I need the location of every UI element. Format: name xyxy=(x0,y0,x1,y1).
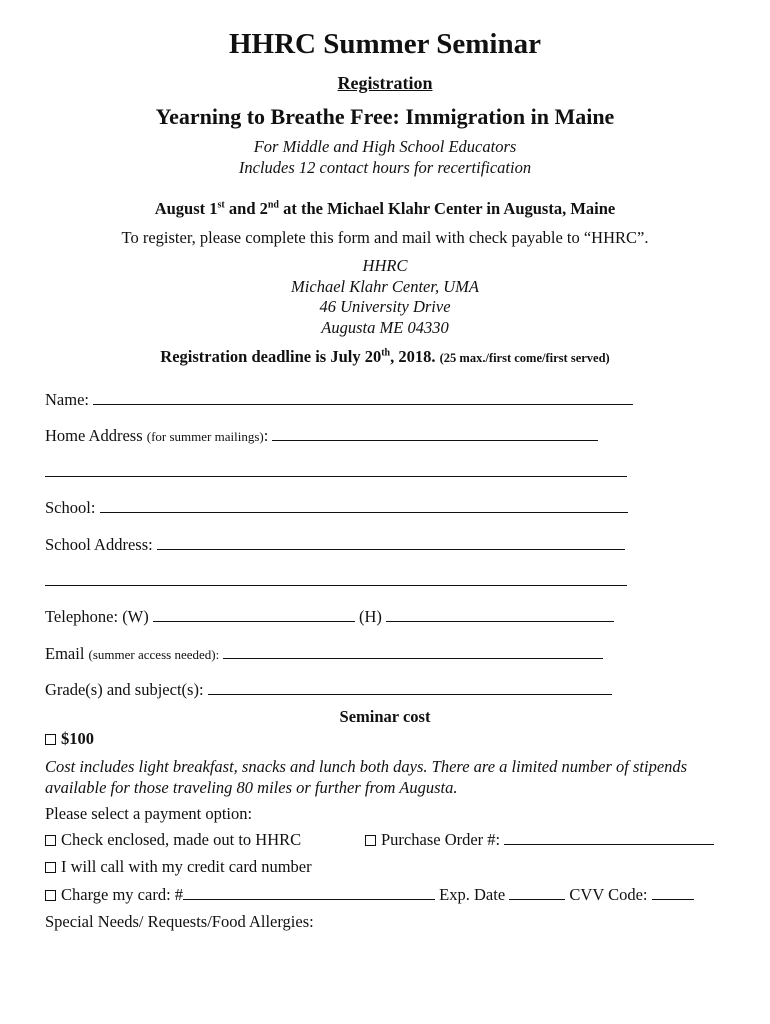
purchase-order-row xyxy=(365,830,714,850)
telephone-work-label: Telephone: (W) xyxy=(45,607,149,626)
payment-check-row xyxy=(45,830,301,850)
form-subtitle: Registration xyxy=(337,73,433,93)
name-row xyxy=(45,390,633,410)
cost-note: Cost includes light breakfast, snacks and lunch both days. There are a limited number of stipends available for those traveling 80 miles or further from Augusta. xyxy=(45,757,688,797)
registration-instructions: To register, please complete this form and mail with check payable to “HHRC”. xyxy=(121,228,649,247)
deadline-note: (25 max./first come/first served) xyxy=(439,351,610,365)
school-address-line2-field[interactable] xyxy=(45,571,627,586)
telephone-row xyxy=(45,607,614,627)
audience-text: For Middle and High School Educators xyxy=(253,137,517,156)
price-checkbox[interactable] xyxy=(45,734,56,745)
cvv-field[interactable] xyxy=(652,885,694,900)
call-credit-checkbox[interactable] xyxy=(45,862,56,873)
call-credit-row xyxy=(45,857,312,877)
charge-card-label: Charge my card: # xyxy=(61,885,184,904)
registration-deadline: Registration deadline is July 20th, 2018. (25 max./first come/first served) xyxy=(160,347,610,366)
payment-prompt: Please select a payment option: xyxy=(45,804,253,823)
seminar-topic: Yearning to Breathe Free: Immigration in Maine xyxy=(155,104,615,129)
call-credit-label: I will call with my credit card number xyxy=(61,857,312,876)
telephone-work-field[interactable] xyxy=(153,607,355,622)
special-needs-label: Special Needs/ Requests/Food Allergies: xyxy=(45,912,314,931)
school-address-row xyxy=(45,535,625,555)
grade-row xyxy=(45,680,612,700)
telephone-home-field[interactable] xyxy=(386,607,614,622)
seminar-cost-heading: Seminar cost xyxy=(339,707,431,726)
price-label: $100 xyxy=(61,729,94,748)
home-address-line2-row xyxy=(45,462,627,482)
grade-label: Grade(s) and subject(s): xyxy=(45,680,204,699)
seminar-dates: August 1st and 2nd at the Michael Klahr Center in Augusta, Maine xyxy=(154,199,616,218)
check-enclosed-label: Check enclosed, made out to HHRC xyxy=(61,830,302,849)
exp-date-label: Exp. Date xyxy=(439,885,506,904)
address-line-3: 46 University Drive xyxy=(319,297,451,316)
email-label: Email xyxy=(45,644,85,663)
address-line-2: Michael Klahr Center, UMA xyxy=(291,277,479,296)
home-address-field[interactable] xyxy=(272,426,598,441)
telephone-home-label: (H) xyxy=(359,607,382,626)
purchase-order-checkbox[interactable] xyxy=(365,835,376,846)
school-address-line2-row xyxy=(45,571,627,591)
purchase-order-field[interactable] xyxy=(504,830,714,845)
email-row xyxy=(45,644,603,664)
school-field[interactable] xyxy=(100,498,628,513)
school-address-label: School Address: xyxy=(45,535,153,554)
form-title: HHRC Summer Seminar xyxy=(228,28,541,60)
grade-field[interactable] xyxy=(208,680,612,695)
address-line-4: Augusta ME 04330 xyxy=(321,318,449,337)
charge-card-checkbox[interactable] xyxy=(45,890,56,901)
price-row xyxy=(45,729,94,749)
charge-card-row xyxy=(45,885,694,905)
card-number-field[interactable] xyxy=(183,885,435,900)
name-field[interactable] xyxy=(93,390,633,405)
home-address-label: Home Address xyxy=(45,426,143,445)
home-address-line2-field[interactable] xyxy=(45,462,627,477)
home-address-row: Home Address (for summer mailings): xyxy=(45,426,598,446)
cvv-label: CVV Code: xyxy=(569,885,648,904)
purchase-order-label: Purchase Order #: xyxy=(381,830,501,849)
school-address-field[interactable] xyxy=(157,535,625,550)
check-enclosed-checkbox[interactable] xyxy=(45,835,56,846)
school-label: School: xyxy=(45,498,96,517)
home-address-note: (for summer mailings) xyxy=(146,429,264,444)
name-label: Name: xyxy=(45,390,89,409)
school-row xyxy=(45,498,628,518)
address-line-1: HHRC xyxy=(362,256,408,275)
email-note: (summer access needed): xyxy=(88,647,220,662)
contact-hours-text: Includes 12 contact hours for recertification xyxy=(238,158,532,177)
email-field[interactable] xyxy=(223,644,603,659)
exp-date-field[interactable] xyxy=(509,885,565,900)
